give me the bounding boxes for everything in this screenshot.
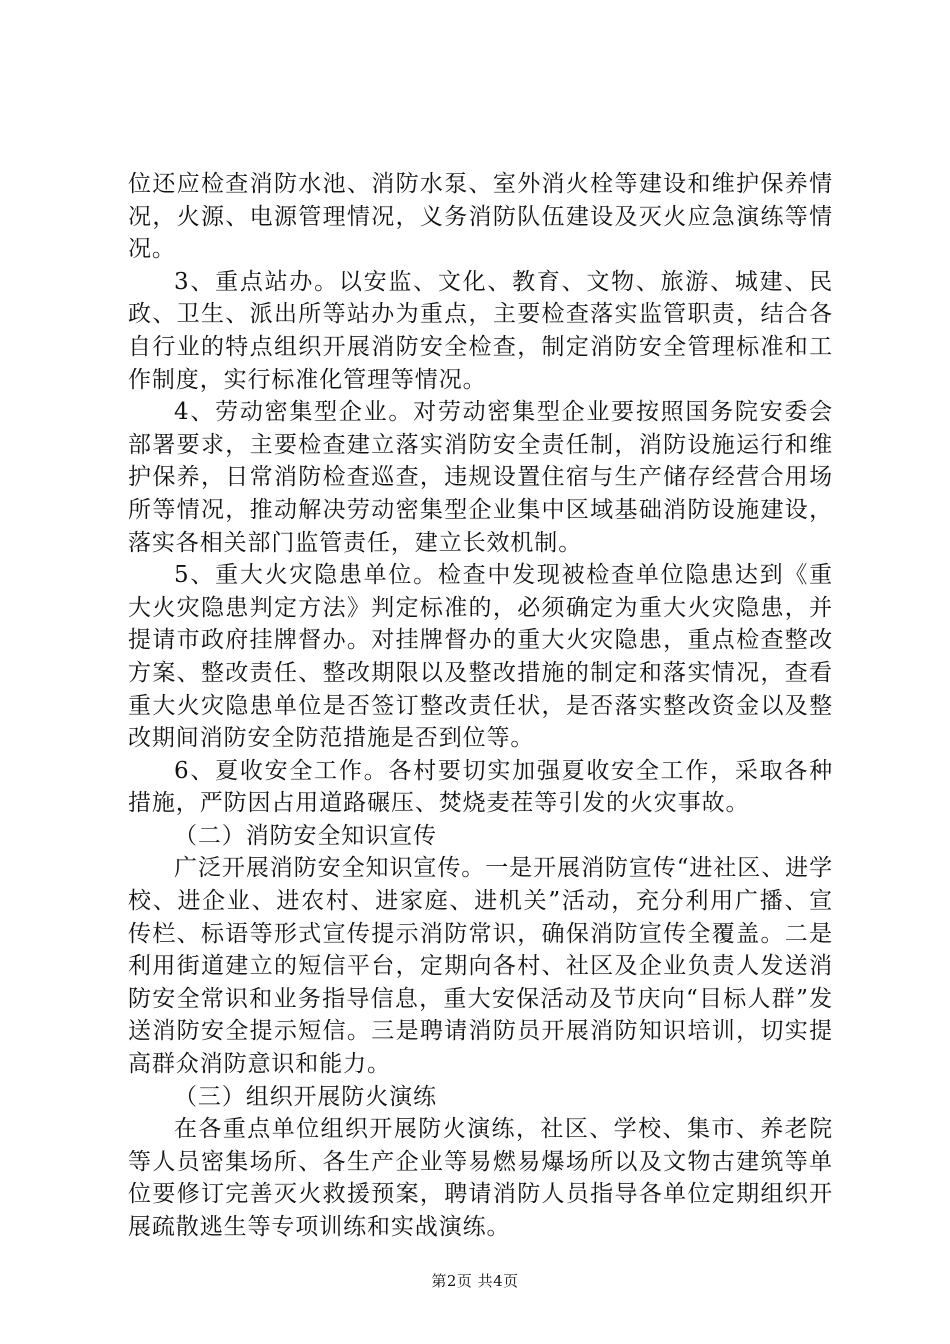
document-body [128,168,833,1244]
paragraph-labor-intensive: 4、劳动密集型企业。对劳动密集型企业要按照国务院安委会部署要求，主要检查建立落实消防安全责任制，消防设施运行和维护保养，日常消防检查巡查，违规设置住宿与生产储存经营合用场所等情况，推动解决劳动密集型企业集中区域基础消防设施建设，落实各相关部门监管责任，建立长效机制。 [128,399,833,556]
paragraph-fire-hazards: 5、重大火灾隐患单位。检查中发现被检查单位隐患达到《重大火灾隐患判定方法》判定标准的，必须确定为重大火灾隐患，并提请市政府挂牌督办。对挂牌督办的重大火灾隐患，重点检查整改方案、整改责任、整改期限以及整改措施的制定和落实情况，查看重大火灾隐患单位是否签订整改责任状，是否落实整改资金以及整改期间消防安全防范措施是否到位等。 [128,562,833,752]
section-heading-publicity: （二）消防安全知识宣传 [174,822,437,849]
page-footer: 第2页 共4页 [431,1272,519,1290]
paragraph-drills: 在各重点单位组织开展防火演练，社区、学校、集市、养老院等人员密集场所、各生产企业等易燃易爆场所以及文物古建筑等单位要修订完善灭火救援预案，聘请消防人员指导各单位定期组织开展疏散逃生等专项训练和实战演练。 [128,1116,833,1240]
paragraph-publicity: 广泛开展消防安全知识宣传。一是开展消防宣传“进社区、进学校、进企业、进农村、进家庭、进机关”活动，充分利用广播、宣传栏、标语等形式宣传提示消防常识，确保消防宣传全覆盖。二是利用街道建立的短信平台，定期向各村、社区及企业负责人发送消防安全常识和业务指导信息，重大安保活动及节庆向“目标人群”发送消防安全提示短信。三是聘请消防员开展消防知识培训，切实提高群众消防意识和能力。 [128,855,833,1078]
paragraph-key-stations: 3、重点站办。以安监、文化、教育、文物、旅游、城建、民政、卫生、派出所等站办为重点，主要检查落实监管职责，结合各自行业的特点组织开展消防安全检查，制定消防安全管理标准和工作制度，实行标准化管理等情况。 [128,268,833,393]
paragraph-summer-harvest: 6、夏收安全工作。各村要切实加强夏收安全工作，采取各种措施，严防因占用道路碾压、焚烧麦茬等引发的火灾事故。 [128,757,833,817]
section-heading-drills: （三）组织开展防火演练 [174,1083,437,1110]
paragraph-continuation: 位还应检查消防水池、消防水泵、室外消火栓等建设和维护保养情况，火源、电源管理情况，义务消防队伍建设及灭火应急演练等情况。 [128,171,833,263]
